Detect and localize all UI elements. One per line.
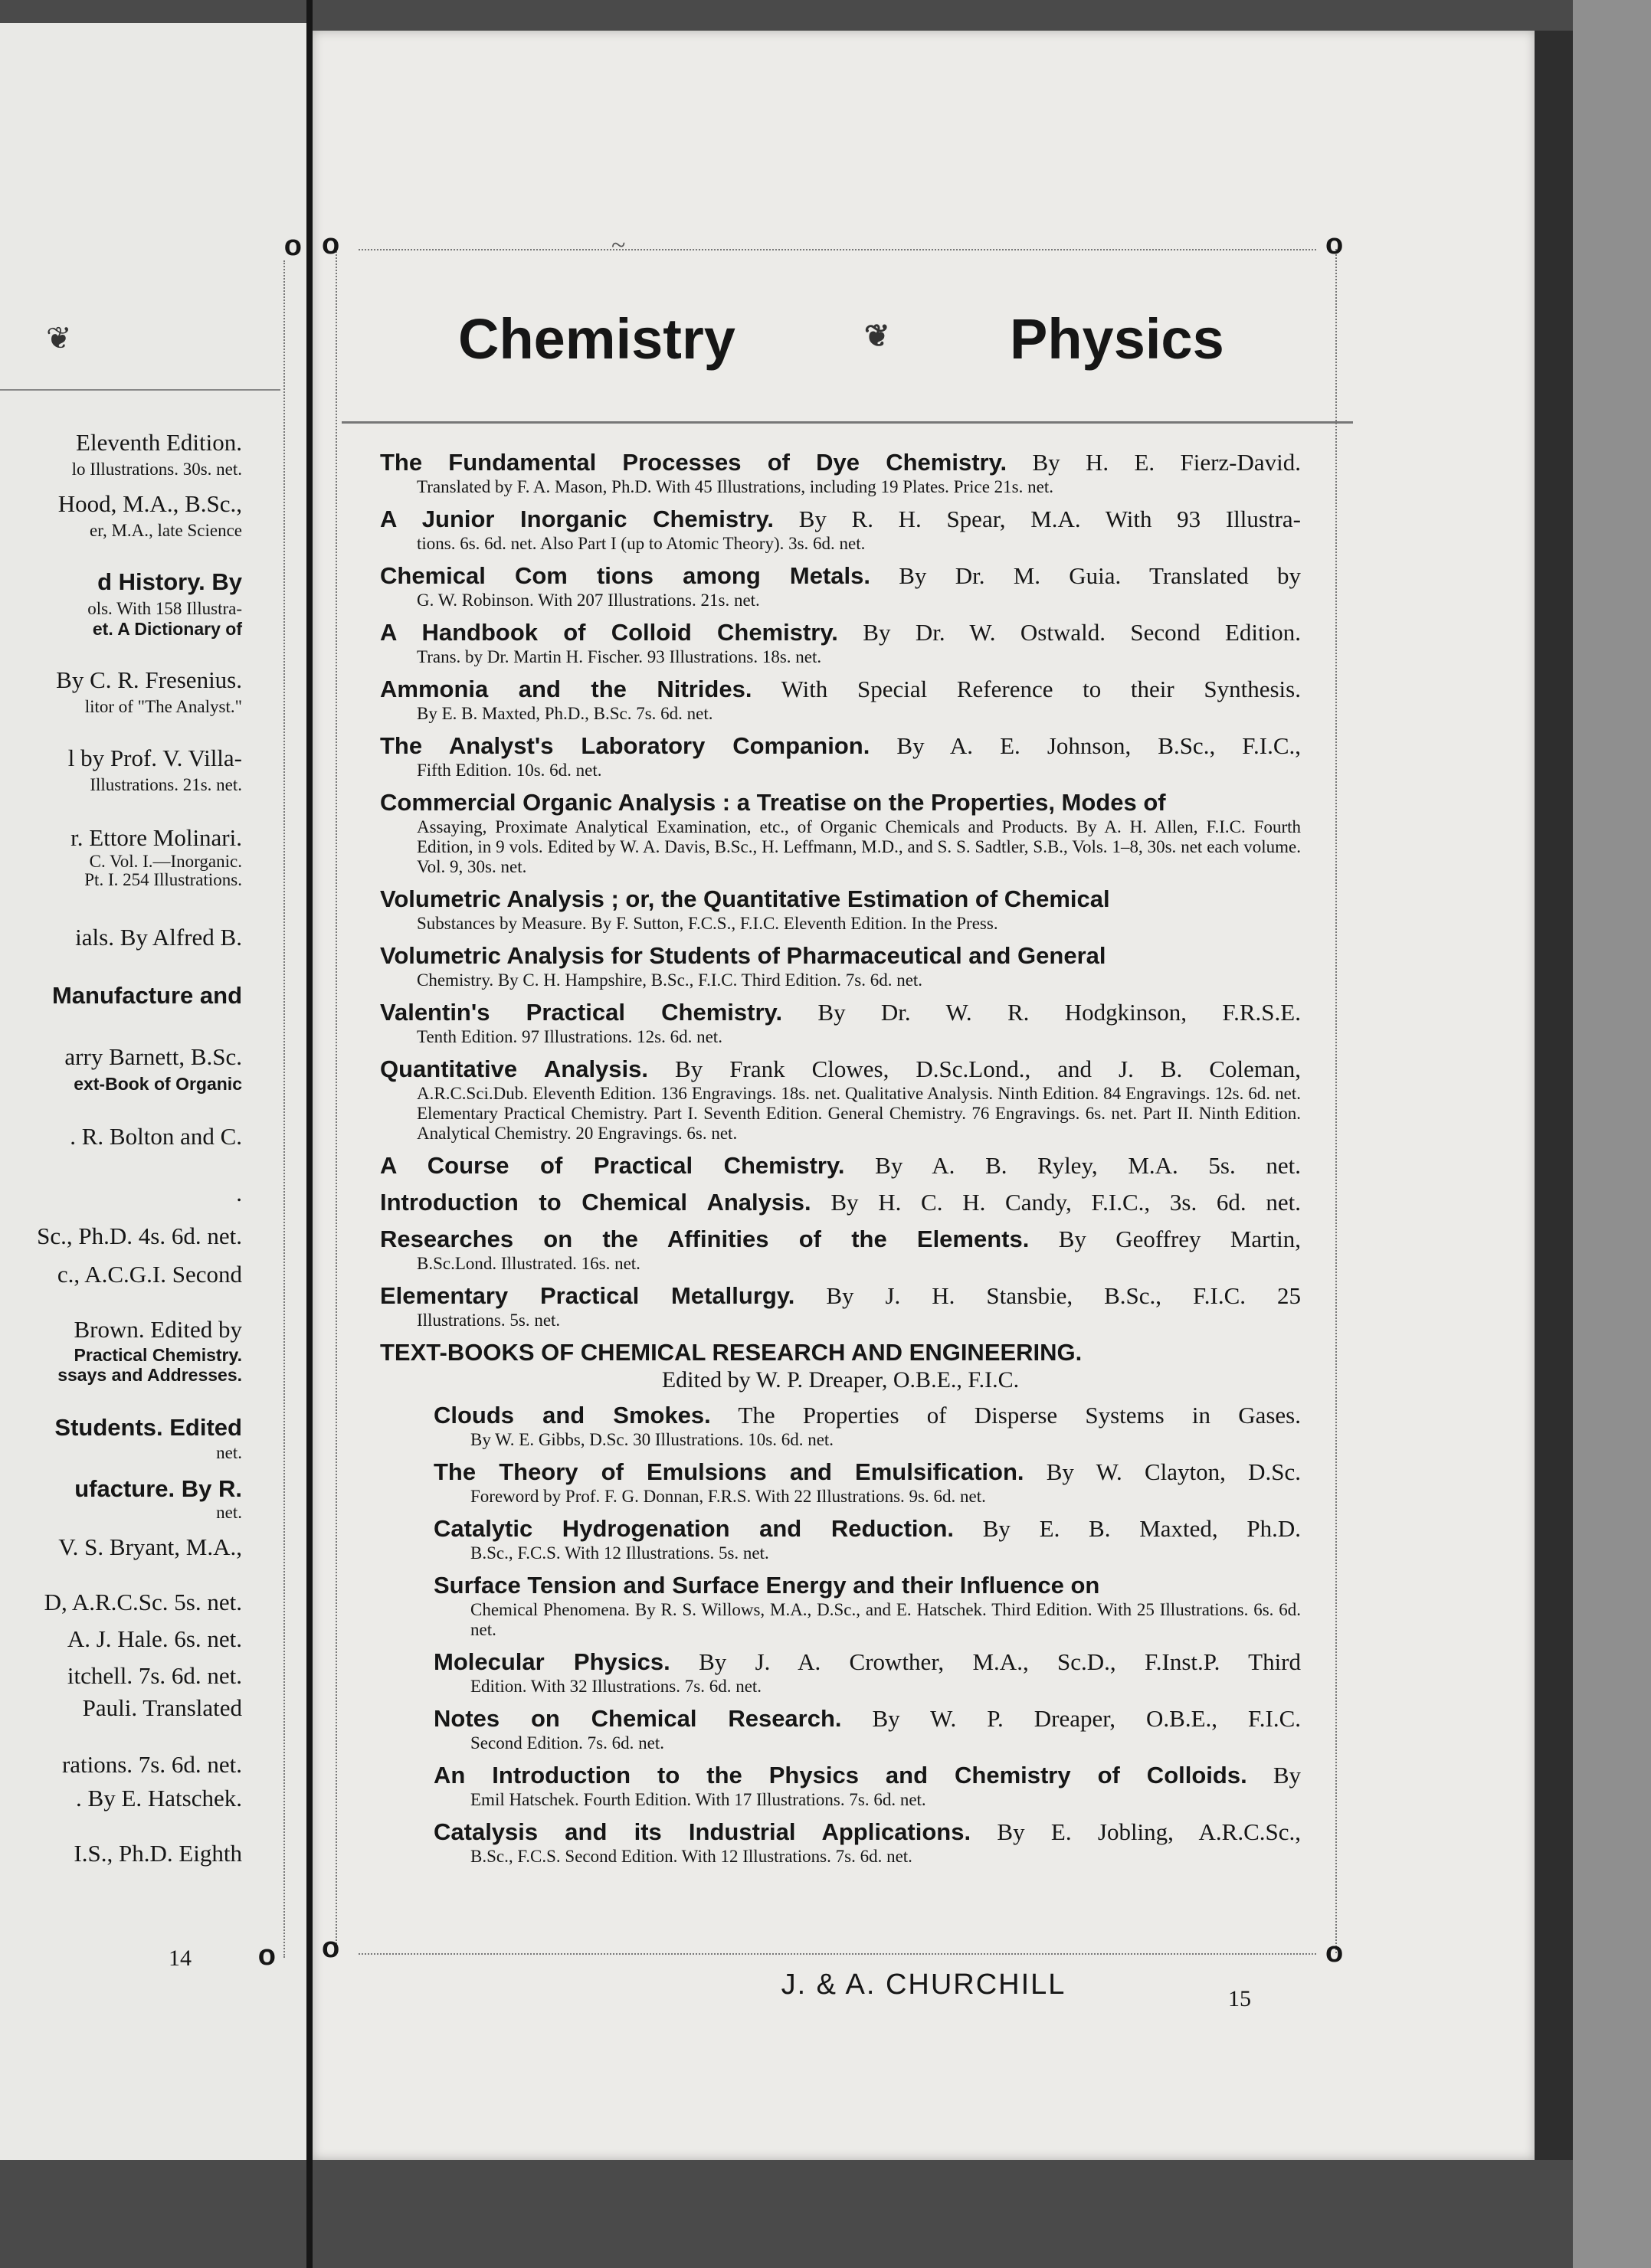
book-title: Elementary Practical Metallurgy. <box>380 1282 795 1309</box>
book-details: Substances by Measure. By F. Sutton, F.C.S., F.I.C. Eleventh Edition. In the Press. <box>417 914 998 933</box>
left-page-line: Eleventh Edition. <box>76 429 242 456</box>
entry-first-line <box>380 941 1301 970</box>
left-page-line: rations. 7s. 6d. net. <box>61 1751 242 1778</box>
book-details: B.Sc.Lond. Illustrated. 16s. net. <box>417 1254 640 1273</box>
book-details: Second Edition. 7s. 6d. net. <box>470 1733 664 1753</box>
book-entry <box>380 618 1301 667</box>
book-details: Emil Hatschek. Fourth Edition. With 17 Illustrations. 7s. 6d. net. <box>470 1790 926 1809</box>
left-page-line: V. S. Bryant, M.A., <box>58 1533 242 1560</box>
book-title: A Junior Inorganic Chemistry. <box>380 506 775 532</box>
book-title: TEXT-BOOKS OF CHEMICAL RESEARCH AND ENGINEERING. <box>380 1339 1083 1366</box>
book-title: Quantitative Analysis. <box>380 1055 649 1082</box>
left-page-number: 14 <box>169 1946 192 1971</box>
book-entry <box>434 1648 1301 1697</box>
book-author: By A. E. Johnson, B.Sc., F.I.C., <box>896 732 1302 759</box>
book-author: By Dr. M. Guia. Translated by <box>899 562 1301 589</box>
header-title-chemistry: Chemistry <box>458 307 735 371</box>
left-page-line: net. <box>216 1503 242 1522</box>
left-page-line: et. A Dictionary of <box>92 619 242 639</box>
book-author: By J. H. Stansbie, B.Sc., F.I.C. 25 <box>826 1282 1301 1309</box>
frame-bottom-border <box>359 1953 1316 1955</box>
book-entry <box>380 1188 1301 1217</box>
leaf-ornament-icon: ❦ <box>46 321 72 355</box>
book-entry <box>434 1818 1301 1867</box>
book-title: Clouds and Smokes. <box>434 1402 711 1429</box>
left-page <box>0 23 306 2160</box>
left-page-line: . By E. Hatschek. <box>76 1785 242 1811</box>
book-author: By Geoffrey Martin, <box>1058 1226 1301 1252</box>
entry-first-line <box>380 505 1301 534</box>
book-details: G. W. Robinson. With 207 Illustrations. 21s. net. <box>417 591 760 610</box>
book-entry <box>434 1458 1301 1507</box>
left-page-line: ufacture. By R. <box>74 1475 242 1502</box>
tilde-ornament-icon: ~ <box>611 231 626 260</box>
left-page-line: Manufacture and <box>51 982 242 1009</box>
entry-first-line <box>434 1818 1301 1847</box>
book-details: tions. 6s. 6d. net. Also Part I (up to Atomic Theory). 3s. 6d. net. <box>417 534 866 553</box>
book-author: By A. B. Ryley, M.A. 5s. net. <box>875 1152 1302 1179</box>
book-author: By H. E. Fierz-David. <box>1032 449 1302 476</box>
book-author: By Dr. W. R. Hodgkinson, F.R.S.E. <box>817 999 1301 1026</box>
entry-first-line <box>380 731 1301 761</box>
book-entry <box>380 998 1301 1047</box>
book-title: Surface Tension and Surface Energy and their Influence on <box>434 1572 1100 1599</box>
book-author: By Frank Clowes, D.Sc.Lond., and J. B. Coleman, <box>675 1055 1301 1082</box>
entry-first-line <box>380 1338 1301 1367</box>
book-title: Catalysis and its Industrial Applications. <box>434 1818 971 1845</box>
entry-first-line <box>380 1151 1301 1180</box>
left-page-line: A. J. Hale. 6s. net. <box>67 1625 242 1652</box>
book-entry <box>380 731 1301 781</box>
book-title: The Fundamental Processes of Dye Chemistry. <box>380 449 1007 476</box>
left-page-line: . R. Bolton and C. <box>70 1123 242 1150</box>
entry-first-line <box>434 1761 1301 1790</box>
book-details: Edition. With 32 Illustrations. 7s. 6d. net. <box>470 1677 762 1696</box>
book-title: Ammonia and the Nitrides. <box>380 676 752 702</box>
book-author: By W. Clayton, D.Sc. <box>1046 1458 1302 1485</box>
book-entry <box>434 1514 1301 1563</box>
left-page-line: Students. Edited <box>54 1414 242 1441</box>
book-details: Edited by W. P. Dreaper, O.B.E., F.I.C. <box>661 1367 1020 1393</box>
book-title: Chemical Com tions among Metals. <box>380 562 870 589</box>
entry-first-line <box>380 1188 1301 1217</box>
book-title: Molecular Physics. <box>434 1648 670 1675</box>
book-details: Chemistry. By C. H. Hampshire, B.Sc., F.I.C. Third Edition. 7s. 6d. net. <box>417 970 923 990</box>
book-title: Researches on the Affinities of the Elements. <box>380 1226 1030 1252</box>
book-spine <box>306 0 313 2268</box>
left-page-line: Practical Chemistry. <box>74 1345 242 1365</box>
book-title: Valentin's Practical Chemistry. <box>380 999 783 1026</box>
left-page-line: C. Vol. I.—Inorganic. <box>89 852 242 871</box>
entry-first-line <box>380 1281 1301 1311</box>
book-details: Chemical Phenomena. By R. S. Willows, M.A., D.Sc., and E. Hatschek. Third Edition. With 25 Illustrations. 6s. 6d. net. <box>470 1600 1301 1639</box>
book-author: The Properties of Disperse Systems in Gases. <box>738 1402 1301 1429</box>
left-page-line: r. Ettore Molinari. <box>70 824 242 851</box>
left-page-line: lo Illustrations. 30s. net. <box>71 460 242 479</box>
corner-ornament-icon: o <box>322 1932 340 1964</box>
entry-first-line <box>380 788 1301 817</box>
left-page-line: Pauli. Translated <box>82 1694 242 1721</box>
entry-first-line <box>434 1704 1301 1733</box>
left-page-line: By C. R. Fresenius. <box>56 666 242 693</box>
book-details: Tenth Edition. 97 Illustrations. 12s. 6d. net. <box>417 1027 722 1046</box>
book-details: Fifth Edition. 10s. 6d. net. <box>417 761 602 780</box>
book-title: Catalytic Hydrogenation and Reduction. <box>434 1515 954 1542</box>
book-author: By E. Jobling, A.R.C.Sc., <box>997 1818 1302 1845</box>
book-title: The Theory of Emulsions and Emulsification. <box>434 1458 1024 1485</box>
book-entry <box>434 1704 1301 1753</box>
book-title: Commercial Organic Analysis : a Treatise on the Properties, Modes of <box>380 789 1166 816</box>
entry-first-line <box>434 1514 1301 1543</box>
book-details: By W. E. Gibbs, D.Sc. 30 Illustrations. 10s. 6d. net. <box>470 1430 834 1449</box>
entry-first-line <box>380 561 1301 591</box>
book-details: Foreword by Prof. F. G. Donnan, F.R.S. With 22 Illustrations. 9s. 6d. net. <box>470 1487 986 1506</box>
left-page-line: itchell. 7s. 6d. net. <box>67 1662 242 1689</box>
left-page-line: Brown. Edited by <box>74 1316 242 1343</box>
left-page-line: Pt. I. 254 Illustrations. <box>84 870 242 889</box>
left-page-line: d History. By <box>97 568 242 595</box>
entry-first-line <box>434 1401 1301 1430</box>
book-author: By W. P. Dreaper, O.B.E., F.I.C. <box>872 1705 1301 1732</box>
book-entry <box>434 1571 1301 1640</box>
left-page-line: ials. By Alfred B. <box>75 924 242 951</box>
book-details: Trans. by Dr. Martin H. Fischer. 93 Illustrations. 18s. net. <box>417 647 822 666</box>
entry-first-line <box>380 885 1301 914</box>
book-title: Introduction to Chemical Analysis. <box>380 1189 811 1216</box>
header-rule <box>342 421 1353 424</box>
corner-ornament-icon: o <box>1325 228 1344 260</box>
book-entry <box>380 1225 1301 1274</box>
book-author: By H. C. H. Candy, F.I.C., 3s. 6d. net. <box>830 1189 1302 1216</box>
left-page-line: Illustrations. 21s. net. <box>90 775 242 794</box>
entry-first-line <box>434 1648 1301 1677</box>
book-entry <box>380 1281 1301 1330</box>
book-entry <box>380 1151 1301 1180</box>
book-entry <box>434 1761 1301 1810</box>
book-title: A Course of Practical Chemistry. <box>380 1152 845 1179</box>
book-details: B.Sc., F.C.S. With 12 Illustrations. 5s. net. <box>470 1543 769 1563</box>
book-entry <box>380 885 1301 934</box>
book-details: B.Sc., F.C.S. Second Edition. With 12 Illustrations. 7s. 6d. net. <box>470 1847 912 1866</box>
book-author: By R. H. Spear, M.A. With 93 Illustra- <box>798 506 1301 532</box>
book-entry <box>380 1338 1301 1393</box>
book-details: Translated by F. A. Mason, Ph.D. With 45 Illustrations, including 19 Plates. Price 21s. net. <box>417 477 1053 496</box>
left-header-rule <box>0 389 280 391</box>
book-author: With Special Reference to their Synthesis. <box>781 676 1301 702</box>
book-entry <box>380 941 1301 990</box>
book-author: By J. A. Crowther, M.A., Sc.D., F.Inst.P. Third <box>699 1648 1302 1675</box>
entry-first-line <box>380 1225 1301 1254</box>
left-page-line: c., A.C.G.I. Second <box>57 1261 242 1288</box>
right-page-number: 15 <box>1228 1986 1251 2011</box>
background-edge <box>1573 0 1651 2268</box>
left-page-line: arry Barnett, B.Sc. <box>64 1043 242 1070</box>
book-title: Notes on Chemical Research. <box>434 1705 842 1732</box>
entry-first-line <box>380 675 1301 704</box>
book-details: By E. B. Maxted, Ph.D., B.Sc. 7s. 6d. net. <box>417 704 713 723</box>
corner-ornament-icon: o <box>283 230 302 262</box>
book-title: Volumetric Analysis for Students of Pharmaceutical and General <box>380 942 1106 969</box>
entry-first-line <box>434 1458 1301 1487</box>
book-entry <box>380 675 1301 724</box>
book-entry <box>380 505 1301 554</box>
page-edge <box>1535 31 1573 2160</box>
left-page-line: net. <box>216 1443 242 1462</box>
book-entry <box>434 1401 1301 1450</box>
book-author: By <box>1273 1762 1301 1789</box>
corner-ornament-icon: o <box>257 1939 276 1972</box>
left-page-line: I.S., Ph.D. Eighth <box>74 1840 242 1867</box>
entry-first-line <box>380 1055 1301 1084</box>
left-page-line: ols. With 158 Illustra- <box>87 599 242 618</box>
left-page-line: l by Prof. V. Villa- <box>67 745 242 771</box>
left-page-line: Hood, M.A., B.Sc., <box>57 490 242 517</box>
right-page <box>313 31 1535 2160</box>
left-page-line: ext-Book of Organic <box>74 1074 242 1094</box>
book-list <box>380 448 1301 1874</box>
book-title: A Handbook of Colloid Chemistry. <box>380 619 838 646</box>
left-page-line: litor of "The Analyst." <box>84 697 242 716</box>
book-entry <box>380 1055 1301 1144</box>
entry-first-line <box>434 1571 1301 1600</box>
leaf-ornament-icon: ❦ <box>864 319 890 353</box>
left-page-line: ssays and Addresses. <box>57 1365 242 1385</box>
entry-first-line <box>380 998 1301 1027</box>
entry-first-line <box>380 448 1301 477</box>
book-details: Assaying, Proximate Analytical Examination, etc., of Organic Chemicals and Products. By A. H. Allen, F.I.C. Fourth Edition, in 9 vols. Edited by W. A. Davis, B.Sc., H. Leffmann, M.D., and S. S. Sadtler, S.B., Vols. 1–8, 30s. net each volume. Vol. 9, 30s. net. <box>417 817 1301 876</box>
corner-ornament-icon: o <box>322 228 340 260</box>
book-entry <box>380 448 1301 497</box>
header-title-physics: Physics <box>1010 307 1224 371</box>
book-title: The Analyst's Laboratory Companion. <box>380 732 870 759</box>
book-details: A.R.C.Sci.Dub. Eleventh Edition. 136 Engravings. 18s. net. Qualitative Analysis. Ninth Edition. 84 Engravings. 12s. 6d. net. Elementary Practical Chemistry. Part I. Seventh Edition. General Chemistry. 76 Engravings. 6s. net. Part II. Ninth Edition. Analytical Chemistry. 20 Engravings. 6s. net. <box>417 1084 1301 1143</box>
left-page-line: Sc., Ph.D. 4s. 6d. net. <box>37 1222 242 1249</box>
left-page-line: . <box>236 1180 242 1206</box>
book-entry <box>380 788 1301 877</box>
book-author: By E. B. Maxted, Ph.D. <box>982 1515 1302 1542</box>
left-frame-border <box>283 260 285 1958</box>
book-entry <box>380 561 1301 610</box>
corner-ornament-icon: o <box>1325 1936 1344 1969</box>
left-page-line: D, A.R.C.Sc. 5s. net. <box>44 1589 242 1615</box>
publisher-footer: J. & A. CHURCHILL <box>781 1969 1066 2001</box>
book-details: Illustrations. 5s. net. <box>417 1311 561 1330</box>
entry-first-line <box>380 618 1301 647</box>
book-title: An Introduction to the Physics and Chemistry of Colloids. <box>434 1762 1247 1789</box>
left-page-line: er, M.A., late Science <box>90 521 242 540</box>
book-title: Volumetric Analysis ; or, the Quantitative Estimation of Chemical <box>380 885 1110 912</box>
book-author: By Dr. W. Ostwald. Second Edition. <box>863 619 1302 646</box>
